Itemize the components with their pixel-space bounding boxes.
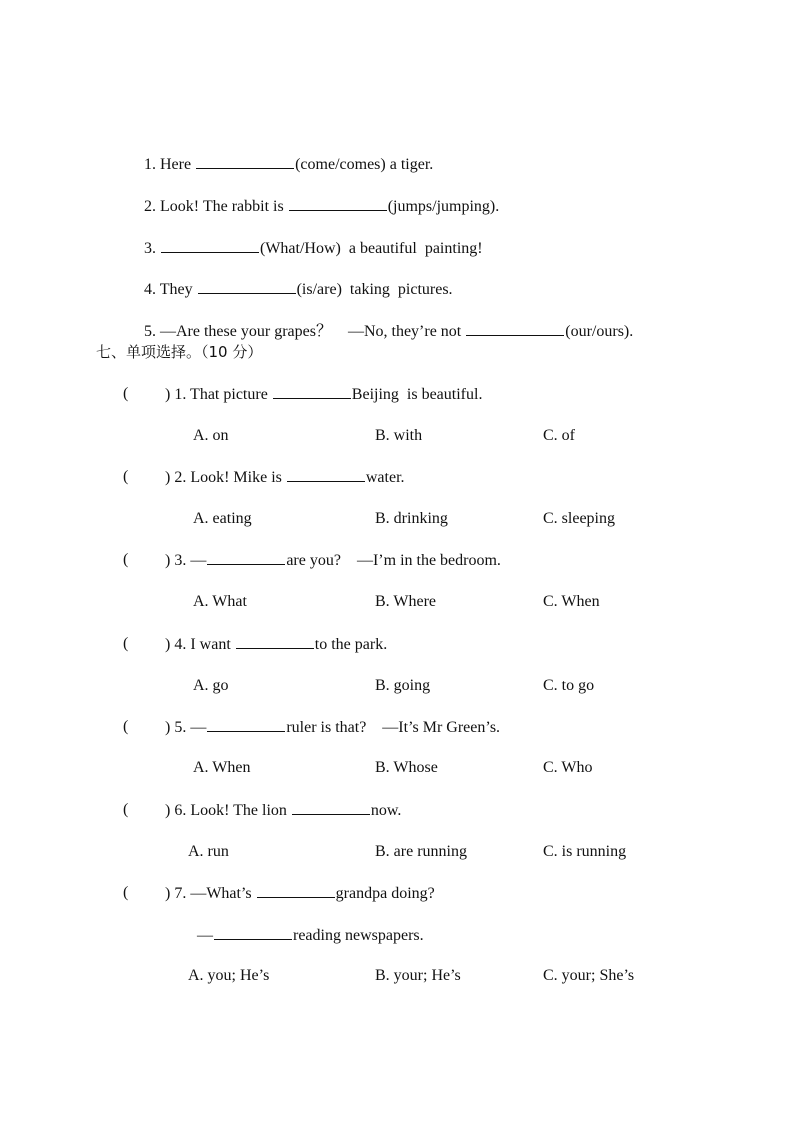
- answer-paren[interactable]: (: [123, 385, 129, 402]
- option-a: A. When: [193, 759, 251, 776]
- option-b: B. drinking: [375, 510, 448, 527]
- option-a: A. eating: [193, 510, 252, 527]
- option-c: C. When: [543, 593, 600, 610]
- answer-blank: [236, 634, 314, 649]
- option-a: A. on: [193, 427, 229, 444]
- question-2: ) 2. Look! Mike is water.: [165, 469, 405, 486]
- option-c: C. sleeping: [543, 510, 615, 527]
- answer-paren[interactable]: (: [123, 635, 129, 652]
- item-number: 1.: [144, 156, 156, 173]
- answer-blank: [273, 384, 351, 399]
- option-a: A. you; He’s: [188, 967, 270, 984]
- question-number: 5.: [174, 719, 187, 736]
- answer-blank: [207, 550, 285, 565]
- question-4: ) 4. I want to the park.: [165, 636, 388, 653]
- answer-blank[interactable]: [161, 238, 259, 253]
- answer-blank[interactable]: [289, 196, 387, 211]
- answer-blank: [207, 717, 285, 732]
- option-b: B. going: [375, 677, 431, 694]
- question-number: 1.: [174, 386, 187, 403]
- answer-blank[interactable]: [198, 279, 296, 294]
- item-text: Here: [160, 156, 196, 173]
- question-number: 7.: [174, 885, 187, 902]
- item-text: (is/are) taking pictures.: [296, 281, 453, 298]
- option-a: A. go: [193, 677, 229, 694]
- answer-blank[interactable]: [196, 154, 294, 169]
- question-number: 2.: [174, 469, 187, 486]
- question-number: 4.: [174, 636, 187, 653]
- fill-in-5: [136, 301, 633, 342]
- answer-paren[interactable]: (: [123, 551, 129, 568]
- item-text: (our/ours).: [565, 323, 634, 340]
- question-3: ) 3. — are you? —I’m in the bedroom.: [165, 552, 501, 569]
- question-number: 3.: [174, 552, 187, 569]
- option-c: C. to go: [543, 677, 595, 694]
- item-text: (jumps/jumping).: [387, 198, 500, 215]
- question-6: ) 6. Look! The lion now.: [165, 802, 402, 819]
- item-text: They: [159, 281, 197, 298]
- option-b: B. with: [375, 427, 423, 444]
- option-c: C. is running: [543, 843, 627, 860]
- option-b: B. Whose: [375, 759, 438, 776]
- answer-blank: [214, 925, 292, 940]
- answer-blank: [292, 800, 370, 815]
- item-text: Look! The rabbit is: [160, 198, 288, 215]
- option-a: A. What: [193, 593, 247, 610]
- answer-paren[interactable]: (: [123, 468, 129, 485]
- option-b: B. your; He’s: [375, 967, 461, 984]
- option-b: B. are running: [375, 843, 467, 860]
- option-b: B. Where: [375, 593, 437, 610]
- answer-blank: [257, 883, 335, 898]
- item-number: 5.: [144, 323, 156, 340]
- option-c: C. of: [543, 427, 575, 444]
- answer-paren[interactable]: (: [123, 884, 129, 901]
- option-a: A. run: [188, 843, 229, 860]
- item-number: 4.: [144, 281, 156, 298]
- question-7: ) 7. —What’s grandpa doing?: [165, 885, 435, 902]
- option-c: C. Who: [543, 759, 593, 776]
- fill-in-1: [136, 134, 433, 175]
- fill-in-2: [136, 176, 499, 217]
- answer-paren[interactable]: (: [123, 801, 129, 818]
- answer-paren[interactable]: (: [123, 718, 129, 735]
- item-number: 3.: [144, 240, 156, 257]
- option-c: C. your; She’s: [543, 967, 635, 984]
- fill-in-3: [136, 218, 483, 259]
- answer-blank[interactable]: [466, 321, 564, 336]
- question-5: ) 5. — ruler is that? —It’s Mr Green’s.: [165, 719, 501, 736]
- item-number: 2.: [144, 198, 156, 215]
- question-number: 6.: [174, 802, 187, 819]
- question-1: ) 1. That picture Beijing is beautiful.: [165, 386, 483, 403]
- item-text: (What/How) a beautiful painting!: [260, 240, 483, 257]
- item-text: —Are these your grapes？ —No, they’re not: [160, 323, 466, 340]
- item-text: (come/comes) a tiger.: [295, 156, 434, 173]
- section-title: 七、单项选择。（10 分）: [96, 343, 263, 361]
- question-7-response: — reading newspapers.: [197, 927, 424, 944]
- fill-in-4: [136, 259, 453, 300]
- answer-blank: [287, 467, 365, 482]
